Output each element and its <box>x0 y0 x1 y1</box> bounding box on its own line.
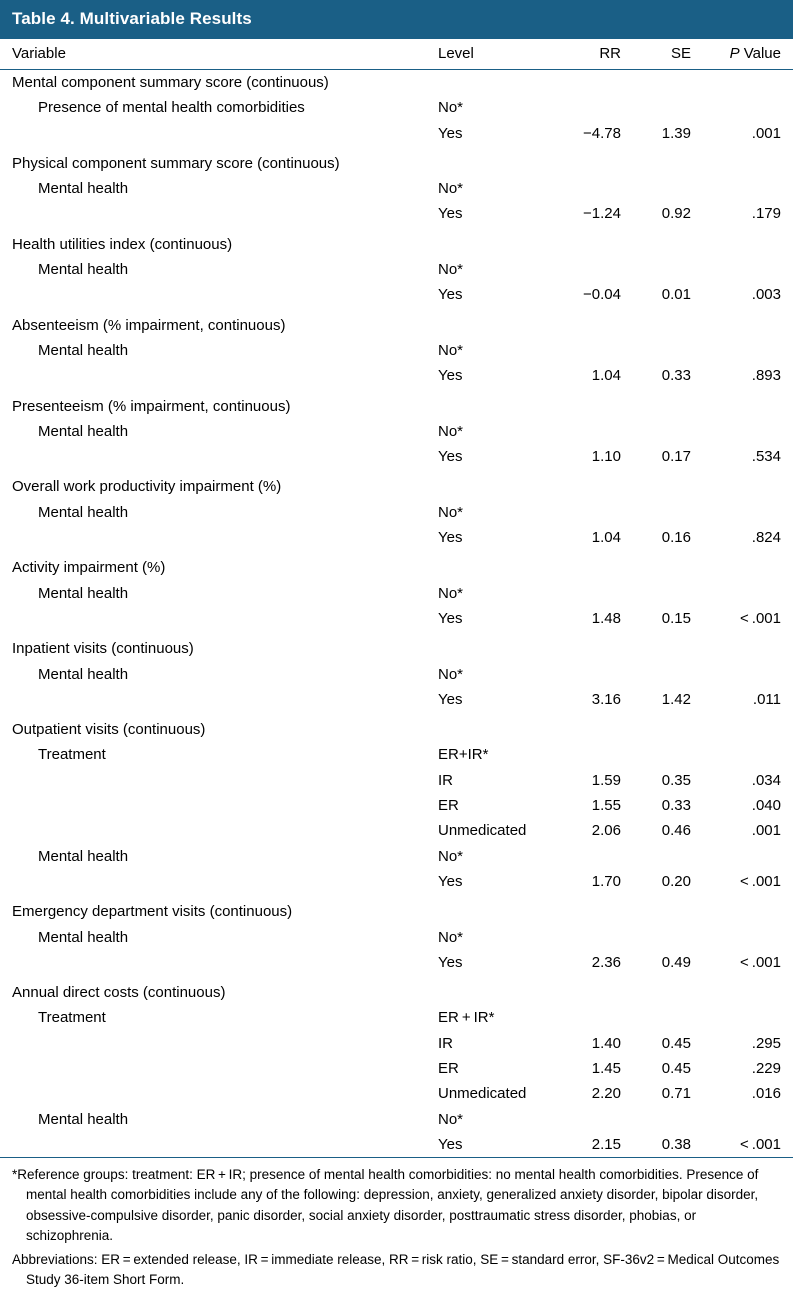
cell-se: 0.15 <box>661 609 691 627</box>
cell-pvalue <box>705 925 793 950</box>
column-header-se: SE <box>635 39 705 70</box>
cell-level: Yes <box>438 448 463 466</box>
cell-pvalue: .229 <box>751 1059 781 1077</box>
table-row <box>0 525 793 550</box>
table-row <box>0 844 793 869</box>
cell-pvalue: < .001 <box>740 872 781 890</box>
footnote-reference-groups: *Reference groups: treatment: ER + IR; presence of mental health comorbidities: no mental health comorbidities. Presence of mental health comorbidities include any of the following: depression, anxiety, generalized anxiety disorder, bipolar disorder, obsessive-compulsive disorder, panic disorder, social anxiety disorder, posttraumatic stress disorder, phobias, or schizophrenia. <box>12 1167 759 1243</box>
cell-variable <box>0 444 430 469</box>
cell-variable: Overall work productivity impairment (%) <box>12 478 282 496</box>
cell-rr <box>557 844 635 869</box>
cell-pvalue: .179 <box>751 205 781 223</box>
cell-pvalue: .534 <box>751 448 781 466</box>
cell-variable: Mental component summary score (continuous) <box>12 74 329 91</box>
cell-se <box>635 662 705 687</box>
cell-se <box>635 581 705 606</box>
cell-se <box>635 469 705 499</box>
cell-pvalue <box>705 257 793 282</box>
cell-rr <box>557 146 635 176</box>
table-row <box>0 1056 793 1081</box>
cell-pvalue: .001 <box>751 822 781 840</box>
cell-se: 1.39 <box>661 124 691 142</box>
table-row <box>0 419 793 444</box>
cell-rr <box>557 581 635 606</box>
table-row <box>0 606 793 631</box>
cell-variable: Annual direct costs (continuous) <box>12 984 226 1002</box>
table-row <box>0 631 793 661</box>
cell-variable <box>0 687 430 712</box>
cell-se <box>635 1005 705 1030</box>
cell-variable: Mental health <box>38 584 129 602</box>
cell-variable: Mental health <box>38 341 129 359</box>
cell-rr <box>557 631 635 661</box>
cell-se <box>635 257 705 282</box>
table-row <box>0 869 793 894</box>
cell-pvalue <box>705 176 793 201</box>
cell-variable <box>0 201 430 226</box>
cell-rr <box>557 742 635 767</box>
cell-pvalue <box>705 550 793 580</box>
cell-variable <box>0 1081 430 1106</box>
cell-level: Yes <box>438 286 463 304</box>
cell-pvalue <box>705 662 793 687</box>
cell-level: No* <box>438 261 464 279</box>
cell-rr: 1.40 <box>591 1034 621 1052</box>
cell-level <box>430 227 557 257</box>
table-footnotes <box>0 1158 793 1299</box>
cell-level <box>430 308 557 338</box>
table-row <box>0 469 793 499</box>
cell-rr <box>557 925 635 950</box>
cell-rr: 1.48 <box>591 609 621 627</box>
cell-level: No* <box>438 847 464 865</box>
cell-level: No* <box>438 503 464 521</box>
cell-variable <box>0 869 430 894</box>
cell-se <box>635 550 705 580</box>
cell-level: No* <box>438 180 464 198</box>
cell-pvalue <box>705 419 793 444</box>
cell-se: 0.38 <box>661 1135 691 1153</box>
cell-se: 0.46 <box>661 822 691 840</box>
table-row <box>0 742 793 767</box>
cell-level: ER <box>438 797 459 815</box>
cell-pvalue: .040 <box>751 797 781 815</box>
cell-variable: Mental health <box>38 665 129 683</box>
cell-rr <box>557 308 635 338</box>
column-header-rr: RR <box>557 39 635 70</box>
table-row <box>0 793 793 818</box>
cell-se: 0.01 <box>661 286 691 304</box>
cell-level: No* <box>438 99 464 117</box>
column-header-variable: Variable <box>0 39 430 70</box>
cell-rr <box>557 227 635 257</box>
cell-se <box>635 176 705 201</box>
table-body <box>0 70 793 1158</box>
table-row <box>0 925 793 950</box>
cell-level <box>430 146 557 176</box>
cell-rr <box>557 975 635 1005</box>
cell-rr: 1.59 <box>591 771 621 789</box>
cell-variable: Presenteeism (% impairment, continuous) <box>12 397 291 415</box>
cell-rr <box>557 419 635 444</box>
cell-pvalue: < .001 <box>740 609 781 627</box>
cell-pvalue <box>705 227 793 257</box>
cell-variable: Mental health <box>38 503 129 521</box>
cell-se <box>635 227 705 257</box>
multivariable-results-table <box>0 39 793 1157</box>
cell-rr: 3.16 <box>591 690 621 708</box>
table-row <box>0 581 793 606</box>
cell-pvalue <box>705 894 793 924</box>
table-row <box>0 950 793 975</box>
cell-level: Yes <box>438 953 463 971</box>
cell-se <box>635 95 705 120</box>
table-row <box>0 227 793 257</box>
cell-pvalue <box>705 389 793 419</box>
cell-rr: −1.24 <box>583 205 621 223</box>
cell-level <box>430 550 557 580</box>
cell-variable: Physical component summary score (continuous) <box>12 154 340 172</box>
cell-pvalue <box>705 95 793 120</box>
cell-variable: Health utilities index (continuous) <box>12 235 233 253</box>
table-row <box>0 1107 793 1132</box>
cell-level: Yes <box>438 872 463 890</box>
cell-variable: Mental health <box>38 1110 129 1128</box>
cell-se <box>635 631 705 661</box>
cell-variable: Mental health <box>38 847 129 865</box>
cell-level <box>430 712 557 742</box>
table-row <box>0 500 793 525</box>
table-row <box>0 712 793 742</box>
cell-level: No* <box>438 1110 464 1128</box>
cell-level: Unmedicated <box>438 822 527 840</box>
table-row <box>0 146 793 176</box>
cell-variable <box>0 1056 430 1081</box>
cell-level: ER <box>438 1059 459 1077</box>
table-row <box>0 201 793 226</box>
cell-pvalue <box>705 146 793 176</box>
cell-se: 0.16 <box>661 529 691 547</box>
table-row <box>0 282 793 307</box>
table-row <box>0 768 793 793</box>
cell-se: 0.92 <box>661 205 691 223</box>
table-row <box>0 818 793 843</box>
cell-rr <box>557 257 635 282</box>
cell-variable: Inpatient visits (continuous) <box>12 640 194 658</box>
cell-se <box>635 70 705 96</box>
cell-pvalue <box>705 338 793 363</box>
cell-se: 0.33 <box>661 797 691 815</box>
cell-rr <box>557 469 635 499</box>
cell-level: Yes <box>438 124 463 142</box>
table-header <box>0 39 793 70</box>
table-row <box>0 308 793 338</box>
cell-level: Yes <box>438 690 463 708</box>
footnote-abbreviations: Abbreviations: ER = extended release, IR = immediate release, RR = risk ratio, SE = standard error, SF-36v2 = Medical Outcomes Study 36-item Short Form. <box>12 1252 780 1288</box>
cell-rr <box>557 95 635 120</box>
table-row <box>0 1005 793 1030</box>
cell-se <box>635 742 705 767</box>
cell-rr: 1.55 <box>591 797 621 815</box>
cell-rr: 1.45 <box>591 1059 621 1077</box>
cell-variable <box>0 793 430 818</box>
cell-pvalue <box>705 581 793 606</box>
cell-level: No* <box>438 341 464 359</box>
cell-pvalue <box>705 844 793 869</box>
cell-pvalue: < .001 <box>740 953 781 971</box>
cell-rr: 1.04 <box>591 529 621 547</box>
cell-rr <box>557 1107 635 1132</box>
cell-rr: 2.15 <box>591 1135 621 1153</box>
cell-pvalue: .003 <box>751 286 781 304</box>
header-row <box>0 39 793 70</box>
table-row <box>0 550 793 580</box>
cell-pvalue <box>705 308 793 338</box>
cell-level: Yes <box>438 1135 463 1153</box>
cell-rr: −4.78 <box>583 124 621 142</box>
column-header-pvalue <box>705 39 793 70</box>
cell-level <box>430 631 557 661</box>
table-row <box>0 662 793 687</box>
cell-pvalue <box>705 70 793 96</box>
cell-variable: Treatment <box>38 746 106 764</box>
table-row <box>0 95 793 120</box>
cell-pvalue: .016 <box>751 1085 781 1103</box>
table-row <box>0 338 793 363</box>
cell-variable: Activity impairment (%) <box>12 559 166 577</box>
cell-se <box>635 146 705 176</box>
cell-se <box>635 975 705 1005</box>
cell-se <box>635 925 705 950</box>
cell-pvalue <box>705 712 793 742</box>
column-header-level: Level <box>430 39 557 70</box>
cell-level <box>430 469 557 499</box>
cell-level: Yes <box>438 367 463 385</box>
cell-se: 1.42 <box>661 690 691 708</box>
cell-pvalue: .001 <box>751 124 781 142</box>
cell-rr <box>557 176 635 201</box>
cell-level: No* <box>438 928 464 946</box>
cell-rr <box>557 389 635 419</box>
cell-rr: 2.06 <box>591 822 621 840</box>
cell-level: ER+IR* <box>438 746 489 764</box>
cell-level: ER + IR* <box>438 1009 495 1027</box>
table-row <box>0 176 793 201</box>
cell-rr: 1.04 <box>591 367 621 385</box>
cell-variable <box>0 121 430 146</box>
cell-level: IR <box>438 1034 453 1052</box>
cell-variable <box>0 606 430 631</box>
pvalue-label-rest: Value <box>739 45 781 62</box>
cell-level: No* <box>438 422 464 440</box>
cell-level: No* <box>438 665 464 683</box>
cell-pvalue <box>705 1107 793 1132</box>
cell-se <box>635 308 705 338</box>
cell-rr: 2.20 <box>591 1085 621 1103</box>
cell-se: 0.35 <box>661 771 691 789</box>
cell-pvalue: .011 <box>752 690 781 708</box>
cell-se: 0.17 <box>661 448 691 466</box>
cell-variable: Emergency department visits (continuous) <box>12 903 293 921</box>
table-row <box>0 121 793 146</box>
cell-level <box>430 894 557 924</box>
table-row <box>0 389 793 419</box>
cell-se <box>635 844 705 869</box>
cell-level: Yes <box>438 609 463 627</box>
cell-se: 0.45 <box>661 1059 691 1077</box>
table-row <box>0 70 793 96</box>
cell-pvalue: .824 <box>751 529 781 547</box>
cell-variable <box>0 282 430 307</box>
table-row <box>0 1031 793 1056</box>
cell-se: 0.20 <box>661 872 691 890</box>
cell-variable <box>0 768 430 793</box>
cell-rr: 2.36 <box>591 953 621 971</box>
cell-rr <box>557 70 635 96</box>
cell-se: 0.71 <box>661 1085 691 1103</box>
cell-rr: 1.10 <box>591 448 621 466</box>
cell-rr <box>557 338 635 363</box>
cell-pvalue: < .001 <box>740 1135 781 1153</box>
cell-level <box>430 389 557 419</box>
cell-pvalue <box>705 631 793 661</box>
cell-pvalue: .893 <box>751 367 781 385</box>
cell-variable: Absenteeism (% impairment, continuous) <box>12 316 286 334</box>
cell-level <box>430 975 557 1005</box>
cell-pvalue <box>705 500 793 525</box>
cell-rr <box>557 1005 635 1030</box>
table-row <box>0 687 793 712</box>
cell-rr <box>557 550 635 580</box>
cell-se: 0.33 <box>661 367 691 385</box>
cell-se: 0.45 <box>661 1034 691 1052</box>
cell-se <box>635 712 705 742</box>
cell-variable: Presence of mental health comorbidities <box>38 99 305 117</box>
cell-variable: Mental health <box>38 180 129 198</box>
table-row <box>0 363 793 388</box>
table-title: Table 4. Multivariable Results <box>0 0 793 39</box>
table-row <box>0 1132 793 1157</box>
cell-variable <box>0 818 430 843</box>
cell-rr <box>557 662 635 687</box>
cell-se: 0.49 <box>661 953 691 971</box>
cell-rr <box>557 500 635 525</box>
cell-se <box>635 419 705 444</box>
cell-pvalue: .295 <box>751 1034 781 1052</box>
cell-rr <box>557 712 635 742</box>
table-row <box>0 257 793 282</box>
cell-pvalue: .034 <box>751 771 781 789</box>
cell-se <box>635 500 705 525</box>
cell-level: Unmedicated <box>438 1085 527 1103</box>
cell-se <box>635 1107 705 1132</box>
cell-level: Yes <box>438 529 463 547</box>
table-row <box>0 894 793 924</box>
cell-variable: Outpatient visits (continuous) <box>12 721 206 739</box>
cell-variable: Mental health <box>38 928 129 946</box>
cell-level: No* <box>438 584 464 602</box>
table-row <box>0 975 793 1005</box>
cell-variable: Treatment <box>38 1009 106 1027</box>
cell-level: IR <box>438 771 453 789</box>
cell-variable <box>0 363 430 388</box>
cell-se <box>635 338 705 363</box>
table-row <box>0 444 793 469</box>
cell-rr: 1.70 <box>591 872 621 890</box>
cell-level: Yes <box>438 205 463 223</box>
cell-variable <box>0 1132 430 1157</box>
cell-variable <box>0 950 430 975</box>
cell-variable <box>0 1031 430 1056</box>
cell-variable <box>0 525 430 550</box>
pvalue-italic-p: P <box>729 45 740 62</box>
cell-rr <box>557 894 635 924</box>
cell-variable: Mental health <box>38 261 129 279</box>
cell-pvalue <box>705 1005 793 1030</box>
cell-se <box>635 894 705 924</box>
cell-pvalue <box>705 469 793 499</box>
cell-rr: −0.04 <box>583 286 621 304</box>
cell-se <box>635 389 705 419</box>
cell-level <box>430 70 557 96</box>
cell-pvalue <box>705 975 793 1005</box>
table-row <box>0 1081 793 1106</box>
cell-pvalue <box>705 742 793 767</box>
cell-variable: Mental health <box>38 422 129 440</box>
